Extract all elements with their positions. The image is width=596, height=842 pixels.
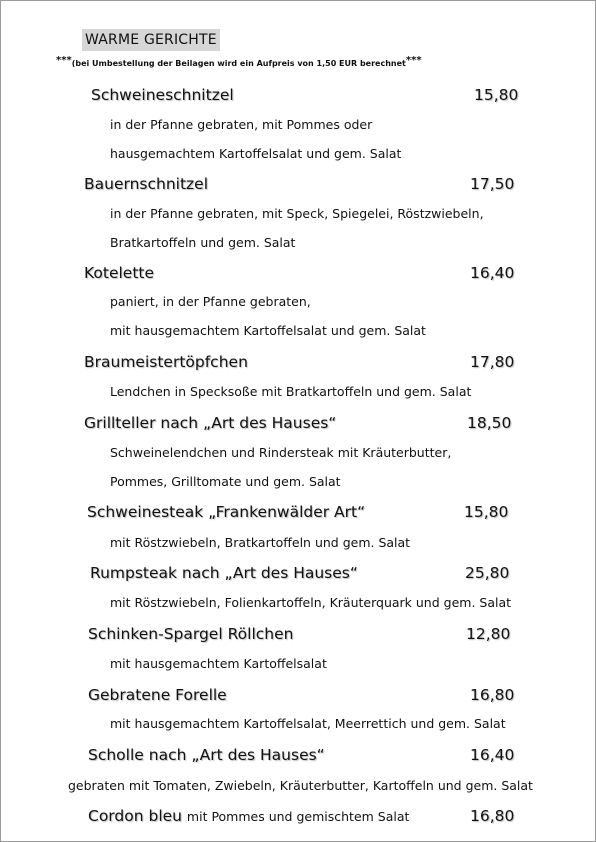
dish-description: Lendchen in Specksoße mit Bratkartoffeln und gem. Salat [110,384,472,399]
dish-price: 17,50 [470,175,515,193]
dish-name: Kotelette [84,264,155,282]
dish-name: Scholle nach „Art des Hauses“ [88,746,325,764]
dish-price: 15,80 [464,503,509,521]
section-heading: WARME GERICHTE [82,29,220,51]
dish-price: 16,80 [470,686,515,704]
dish-description: in der Pfanne gebraten, mit Speck, Spiegelei, Röstzwiebeln, [110,206,484,221]
dish-name: Gebratene Forelle [88,686,227,704]
dish-description: mit Pommes und gemischtem Salat [186,809,410,824]
dish-name: Schinken-Spargel Röllchen [88,625,294,643]
dish-description: Bratkartoffeln und gem. Salat [110,235,296,250]
dish-name: Schweinesteak „Frankenwälder Art“ [87,503,366,521]
dish-name: Bauernschnitzel [84,175,209,193]
dish-description: in der Pfanne gebraten, mit Pommes oder [110,117,373,132]
surcharge-note [56,55,422,68]
dish-name: Schweineschnitzel [91,86,234,104]
dish-name: Grillteller nach „Art des Hauses“ [84,414,337,432]
dish-price: 15,80 [474,86,519,104]
dish-description: paniert, in der Pfanne gebraten, [110,294,311,309]
dish-price: 16,80 [470,807,515,825]
dish-description: gebraten mit Tomaten, Zwiebeln, Kräuterbutter, Kartoffeln und gem. Salat [68,778,533,793]
dish-price: 16,40 [470,264,515,282]
dish-description: mit Röstzwiebeln, Folienkartoffeln, Kräuterquark und gem. Salat [110,595,512,610]
dish-name: Braumeistertöpfchen [84,353,248,371]
dish-description: Pommes, Grilltomate und gem. Salat [110,474,341,489]
dish-price: 18,50 [467,414,512,432]
note-text: (bei Umbestellung der Beilagen wird ein Aufpreis von 1,50 EUR berechnet [71,59,406,68]
dish-description: mit hausgemachtem Kartoffelsalat [110,656,327,671]
dish-price: 12,80 [466,625,511,643]
note-stars-open: *** [56,55,72,66]
dish-row [88,807,409,825]
dish-description: mit Röstzwiebeln, Bratkartoffeln und gem. Salat [110,535,411,550]
dish-name: Rumpsteak nach „Art des Hauses“ [90,564,358,582]
dish-description: Schweinelendchen und Rindersteak mit Kräuterbutter, [110,445,452,460]
dish-price: 17,80 [470,353,515,371]
dish-price: 25,80 [465,564,510,582]
dish-description: mit hausgemachtem Kartoffelsalat und gem. Salat [110,323,426,338]
dish-price: 16,40 [470,746,515,764]
dish-description: mit hausgemachtem Kartoffelsalat, Meerrettich und gem. Salat [110,716,506,731]
note-stars-close: *** [405,55,422,66]
dish-name: Cordon bleu [88,807,182,825]
dish-description: hausgemachtem Kartoffelsalat und gem. Salat [110,146,402,161]
